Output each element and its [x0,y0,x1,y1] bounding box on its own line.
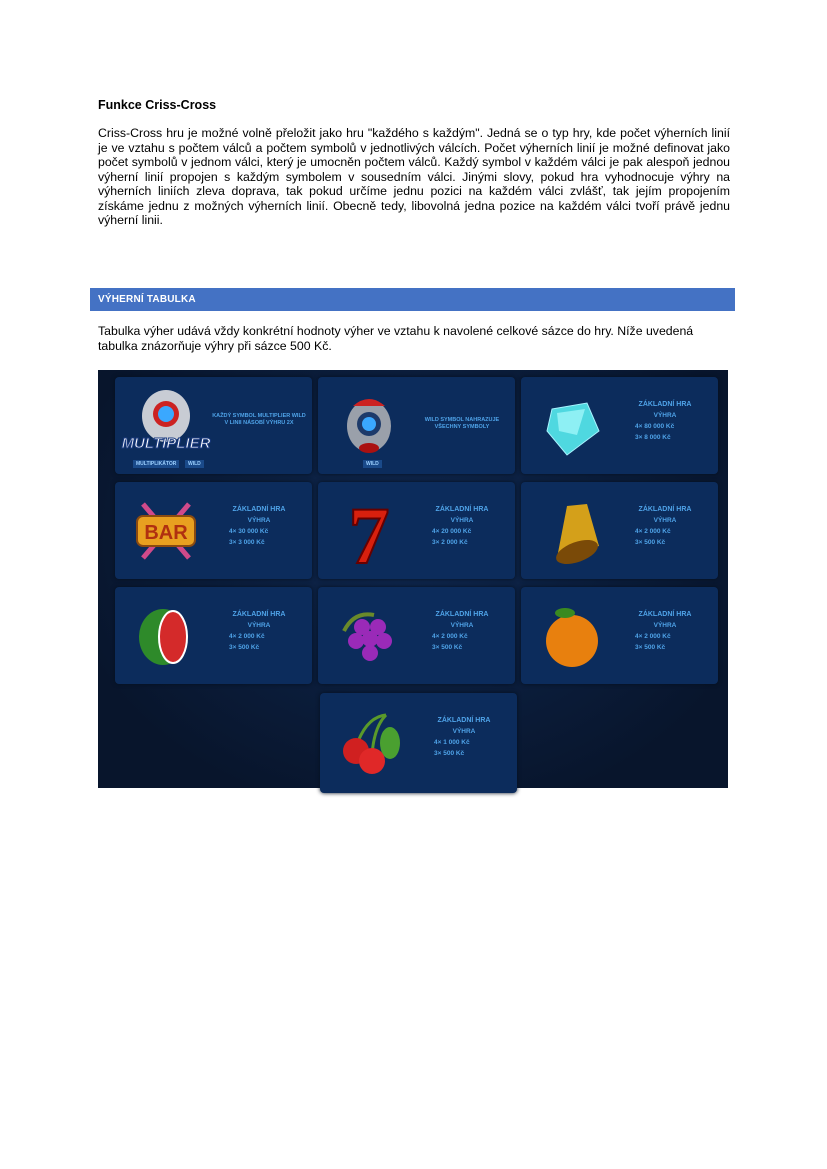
bar-payouts: ZÁKLADNÍ HRA VÝHRA 4× 30 000 Kč 3× 3 000 Kč [229,506,286,546]
wild-tag: WILD [363,460,382,468]
section-header-bar [90,288,735,311]
cell-watermelon [115,587,312,684]
svg-text:7: 7 [348,490,390,581]
paytable-image [98,370,728,788]
wild-desc: WILD SYMBOL NAHRAZUJE VŠECHNY SYMBOLY [424,417,500,430]
diamond-payouts: ZÁKLADNÍ HRA VÝHRA 4× 80 000 Kč 3× 8 000 Kč [635,401,692,441]
bell-icon [533,492,611,570]
cherries-payouts: ZÁKLADNÍ HRA VÝHRA 4× 1 000 Kč 3× 500 Kč [434,717,491,757]
orange-icon [533,597,611,675]
multiplier-desc: KAŽDÝ SYMBOL MULTIPLIER WILD V LINII NÁSOBÍ VÝHRU 2X [212,413,306,426]
grapes-payouts: ZÁKLADNÍ HRA VÝHRA 4× 2 000 Kč 3× 500 Kč [432,611,489,651]
cell-grapes [318,587,515,684]
wild-robot-icon [330,387,408,465]
svg-text:BAR: BAR [144,522,188,544]
multiplier-tag: MULTIPLIKÁTOR [133,460,179,468]
cell-diamond [521,377,718,474]
multiplier-icon [121,387,211,465]
cell-bell [521,482,718,579]
cell-orange [521,587,718,684]
seven-icon [330,490,408,581]
watermelon-icon [127,597,205,675]
cell-bar [115,482,312,579]
paytable-paragraph: Tabulka výher udává vždy konkrétní hodnoty výher ve vztahu k navolené celkové sázce do hry. Níže uvedená tabulka znázorňuje výhry při sázce 500 Kč. [98,324,694,353]
criss-cross-paragraph: Criss-Cross hru je možné volně přeložit jako hru "každého s každým". Jedná se o typ hry, kde počet výherních linií je ve vztahu s počtem válců a počtem symbolů v jednotlivých válcích. Počet výherních linií je možné definovat jako počet symbolů v jednom válci, který je umocněn počtem válců. Každý symbol v každém válci je pak alespoň jednou výherní linií propojen s každým symbolem v sousedním válci. Jinými slovy, pokud hra vyhodnocuje výhry na výherních liniích zleva doprava, tak pokud určíme jednu pozici na každém válci zvlášť, tak jejím propojením získáme jednu z možných výherních linií. Obecně tedy, libovolná jedna pozice na každém válci tvoří právě jednu výherní linii. [98,126,730,227]
diamond-icon [533,387,611,465]
section-header: VÝHERNÍ TABULKA [98,294,196,305]
cell-multiplier [115,377,312,474]
cell-cherries [320,693,517,793]
wild-tag: WILD [185,460,204,468]
orange-payouts: ZÁKLADNÍ HRA VÝHRA 4× 2 000 Kč 3× 500 Kč [635,611,692,651]
grapes-icon [330,597,408,675]
svg-text:MULTIPLIER: MULTIPLIER [121,435,211,452]
cell-wild [318,377,515,474]
cherries-icon [332,703,410,781]
seven-payouts: ZÁKLADNÍ HRA VÝHRA 4× 20 000 Kč 3× 2 000 Kč [432,506,489,546]
section-title: Funkce Criss-Cross [98,98,217,112]
watermelon-payouts: ZÁKLADNÍ HRA VÝHRA 4× 2 000 Kč 3× 500 Kč [229,611,286,651]
bar-icon [127,492,205,570]
cell-seven [318,482,515,579]
bell-payouts: ZÁKLADNÍ HRA VÝHRA 4× 2 000 Kč 3× 500 Kč [635,506,692,546]
